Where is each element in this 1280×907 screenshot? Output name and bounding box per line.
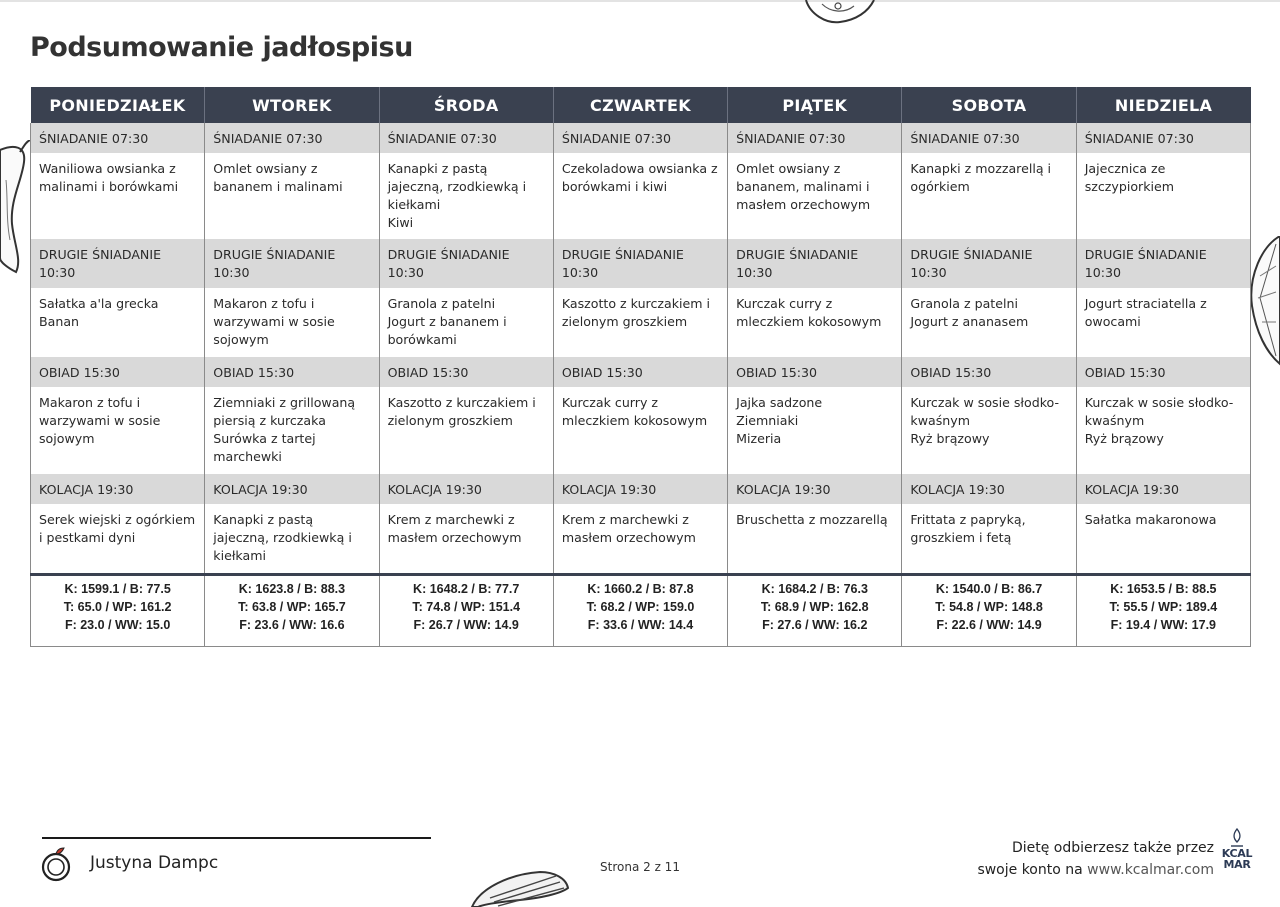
dish-name: Kanapki z pastą jajeczną, rzodkiewką i kiełkami [213, 512, 352, 563]
meal-header-cell [205, 357, 379, 387]
meal-label: KOLACJA 19:30 [910, 482, 1005, 497]
meal-label: ŚNIADANIE 07:30 [387, 131, 497, 146]
promo-line-2 [977, 859, 1214, 881]
meal-cell [728, 153, 902, 239]
nutrition-value: T: 65.0 / WP: 161.2 [63, 600, 172, 614]
dish-name: Frittata z papryką, groszkiem i fetą [910, 512, 1026, 545]
dish-name: Waniliowa owsianka z malinami i borówkami [39, 161, 179, 194]
meal-header-cell [728, 474, 902, 504]
meal-label: KOLACJA 19:30 [561, 482, 657, 497]
nutrition-summary-cell [31, 575, 205, 647]
meal-label: OBIAD 15:30 [561, 365, 643, 380]
meal-header-cell [379, 357, 553, 387]
page-number: Strona 2 z 11 [600, 860, 680, 874]
nutrition-value: T: 55.5 / WP: 189.4 [1109, 600, 1218, 614]
meal-header-cell [553, 123, 727, 153]
meal-cell [553, 504, 727, 575]
meal-label: DRUGIE ŚNIADANIE 10:30 [213, 247, 336, 280]
meal-cell [902, 504, 1076, 575]
meal-row [31, 387, 1251, 474]
nutrition-summary-row [31, 575, 1251, 647]
nutrition-value: K: 1653.5 / B: 88.5 [1110, 582, 1217, 596]
meal-label: OBIAD 15:30 [387, 365, 469, 380]
dish-name: Kiwi [387, 215, 414, 230]
nutrition-value: T: 74.8 / WP: 151.4 [412, 600, 521, 614]
meal-header-cell [1076, 239, 1250, 288]
meal-cell [205, 288, 379, 357]
meal-header-cell [728, 239, 902, 288]
promo-url-link[interactable]: www.kcalmar.com [1087, 862, 1214, 878]
nutrition-summary-cell [379, 575, 553, 647]
meal-label: DRUGIE ŚNIADANIE 10:30 [910, 247, 1033, 280]
meal-header-cell [379, 474, 553, 504]
meal-cell [31, 387, 205, 474]
meal-header-cell [728, 357, 902, 387]
meal-header-cell [31, 239, 205, 288]
kcalmar-logo-icon [1219, 828, 1255, 870]
day-header: PONIEDZIAŁEK [31, 87, 205, 123]
meal-cell [553, 387, 727, 474]
dish-name: Kurczak curry z mleczkiem kokosowym [561, 395, 708, 428]
promo-text [977, 837, 1214, 881]
meal-label: DRUGIE ŚNIADANIE 10:30 [39, 247, 162, 280]
dish-name: Krem z marchewki z masłem orzechowym [561, 512, 696, 545]
meal-label: KOLACJA 19:30 [39, 482, 134, 497]
dish-name: Sałatka makaronowa [1084, 512, 1217, 527]
meal-cell [205, 387, 379, 474]
dish-name: Jajka sadzone [736, 395, 823, 410]
dish-name: Kaszotto z kurczakiem i zielonym groszkiem [387, 395, 536, 428]
meal-label: DRUGIE ŚNIADANIE 10:30 [736, 247, 859, 280]
meal-cell [902, 153, 1076, 239]
meal-label: ŚNIADANIE 07:30 [736, 131, 846, 146]
meal-cell [553, 288, 727, 357]
dish-name: Kurczak curry z mleczkiem kokosowym [736, 296, 882, 329]
meal-label: KOLACJA 19:30 [1084, 482, 1180, 497]
footer-divider [42, 837, 431, 839]
dish-name: Serek wiejski z ogórkiem i pestkami dyni [39, 512, 196, 545]
meal-header-cell [205, 123, 379, 153]
dish-name: Jajecznica ze szczypiorkiem [1084, 161, 1175, 194]
meal-cell [31, 504, 205, 575]
meal-cell [1076, 288, 1250, 357]
meal-cell [728, 387, 902, 474]
meal-header-cell [1076, 474, 1250, 504]
dish-name: Banan [39, 314, 80, 329]
top-rule [0, 0, 1280, 2]
meal-label: ŚNIADANIE 07:30 [910, 131, 1020, 146]
meal-header-cell [553, 357, 727, 387]
menu-table [30, 87, 1251, 647]
dish-name: Kanapki z pastą jajeczną, rzodkiewką i kiełkami [387, 161, 527, 212]
author-name: Justyna Dampc [90, 853, 219, 873]
meal-header-row [31, 239, 1251, 288]
meal-cell [902, 387, 1076, 474]
day-header: WTOREK [205, 87, 379, 123]
meal-cell [1076, 387, 1250, 474]
meal-row [31, 288, 1251, 357]
dish-name: Sałatka a'la grecka [39, 296, 159, 311]
dish-name: Ziemniaki [736, 413, 799, 428]
dish-name: Ziemniaki z grillowaną piersią z kurczaka [213, 395, 356, 428]
meal-cell [205, 153, 379, 239]
day-header: CZWARTEK [553, 87, 727, 123]
nutrition-value: F: 33.6 / WW: 14.4 [587, 618, 694, 632]
dish-name: Granola z patelni [387, 296, 496, 311]
meal-cell [1076, 504, 1250, 575]
meal-label: OBIAD 15:30 [910, 365, 992, 380]
meal-label: DRUGIE ŚNIADANIE 10:30 [387, 247, 510, 280]
day-header: NIEDZIELA [1076, 87, 1250, 123]
nutrition-summary-cell [1076, 575, 1250, 647]
nutrition-value: T: 68.2 / WP: 159.0 [586, 600, 695, 614]
dish-name: Kaszotto z kurczakiem i zielonym groszkiem [561, 296, 711, 329]
nutrition-value: K: 1599.1 / B: 77.5 [64, 582, 171, 596]
meal-cell [1076, 153, 1250, 239]
nutrition-value: T: 54.8 / WP: 148.8 [935, 600, 1043, 614]
vegetable-illustration-icon [800, 0, 880, 26]
meal-row [31, 504, 1251, 575]
dish-name: Jogurt z ananasem [910, 314, 1029, 329]
meal-cell [31, 153, 205, 239]
meal-header-cell [902, 474, 1076, 504]
nutrition-value: T: 63.8 / WP: 165.7 [238, 600, 346, 614]
meal-label: ŚNIADANIE 07:30 [39, 131, 149, 146]
nutrition-value: K: 1540.0 / B: 86.7 [935, 582, 1043, 596]
dish-name: Omlet owsiany z bananem, malinami i masłem orzechowym [736, 161, 871, 212]
meal-cell [728, 504, 902, 575]
nutrition-value: F: 23.0 / WW: 15.0 [64, 618, 171, 632]
meal-cell [379, 504, 553, 575]
meal-cell [205, 504, 379, 575]
meal-header-cell [1076, 357, 1250, 387]
dish-name: Ryż brązowy [910, 431, 990, 446]
meal-cell [379, 387, 553, 474]
meal-cell [728, 288, 902, 357]
dish-name: Makaron z tofu i warzywami w sosie sojowym [39, 395, 161, 446]
nutrition-value: F: 27.6 / WW: 16.2 [762, 618, 868, 632]
meal-label: DRUGIE ŚNIADANIE 10:30 [561, 247, 684, 280]
nutrition-summary-cell [553, 575, 727, 647]
dish-name: Kurczak w sosie słodko-kwaśnym [1084, 395, 1234, 428]
meal-header-cell [31, 474, 205, 504]
meal-label: KOLACJA 19:30 [213, 482, 308, 497]
nutrition-summary-cell [902, 575, 1076, 647]
nutrition-value: T: 68.9 / WP: 162.8 [760, 600, 869, 614]
dish-name: Surówka z tartej marchewki [213, 431, 316, 464]
meal-header-cell [902, 123, 1076, 153]
dish-name: Jogurt z bananem i borówkami [387, 314, 507, 347]
dish-name: Omlet owsiany z bananem i malinami [213, 161, 343, 194]
dish-name: Granola z patelni [910, 296, 1018, 311]
fork-illustration-icon [470, 868, 570, 907]
dish-name: Krem z marchewki z masłem orzechowym [387, 512, 522, 545]
day-header: PIĄTEK [728, 87, 902, 123]
meal-header-cell [902, 239, 1076, 288]
dish-name: Bruschetta z mozzarellą [736, 512, 888, 527]
apple-logo-icon [40, 847, 72, 887]
meal-header-cell [1076, 123, 1250, 153]
meal-label: OBIAD 15:30 [736, 365, 818, 380]
day-header-row [31, 87, 1251, 123]
meal-header-row [31, 474, 1251, 504]
meal-header-cell [379, 239, 553, 288]
meal-header-cell [31, 123, 205, 153]
nutrition-value: K: 1684.2 / B: 76.3 [761, 582, 868, 596]
dish-name: Makaron z tofu i warzywami w sosie sojowym [213, 296, 335, 347]
nutrition-value: F: 26.7 / WW: 14.9 [413, 618, 519, 632]
meal-label: ŚNIADANIE 07:30 [561, 131, 672, 146]
meal-header-cell [902, 357, 1076, 387]
pepper-illustration-icon [0, 140, 32, 275]
nutrition-value: F: 22.6 / WW: 14.9 [936, 618, 1042, 632]
page-title: Podsumowanie jadłospisu [30, 32, 413, 63]
meal-label: DRUGIE ŚNIADANIE 10:30 [1084, 247, 1207, 280]
nutrition-value: F: 19.4 / WW: 17.9 [1110, 618, 1217, 632]
day-header: SOBOTA [902, 87, 1076, 123]
meal-header-cell [728, 123, 902, 153]
meal-cell [31, 288, 205, 357]
dish-name: Kanapki z mozzarellą i ogórkiem [910, 161, 1052, 194]
dish-name: Ryż brązowy [1084, 431, 1164, 446]
nutrition-value: K: 1660.2 / B: 87.8 [587, 582, 694, 596]
nutrition-summary-cell [728, 575, 902, 647]
meal-header-row [31, 123, 1251, 153]
dish-name: Czekoladowa owsianka z borówkami i kiwi [561, 161, 718, 194]
meal-label: ŚNIADANIE 07:30 [1084, 131, 1194, 146]
nutrition-summary-cell [205, 575, 379, 647]
leaf-illustration-icon [1246, 236, 1280, 366]
meal-label: KOLACJA 19:30 [387, 482, 482, 497]
meal-header-cell [205, 239, 379, 288]
day-header: ŚRODA [379, 87, 553, 123]
meal-cell [379, 153, 553, 239]
meal-label: OBIAD 15:30 [39, 365, 120, 380]
dish-name: Mizeria [736, 431, 782, 446]
dish-name: Kurczak w sosie słodko-kwaśnym [910, 395, 1060, 428]
meal-cell [379, 288, 553, 357]
promo-line-2-prefix: swoje konto na [977, 862, 1083, 878]
dish-name: Jogurt straciatella z owocami [1084, 296, 1207, 329]
meal-cell [902, 288, 1076, 357]
meal-row [31, 153, 1251, 239]
meal-header-cell [31, 357, 205, 387]
nutrition-value: K: 1623.8 / B: 88.3 [238, 582, 346, 596]
meal-header-cell [553, 239, 727, 288]
nutrition-value: K: 1648.2 / B: 77.7 [413, 582, 520, 596]
nutrition-value: F: 23.6 / WW: 16.6 [239, 618, 345, 632]
meal-cell [553, 153, 727, 239]
meal-label: OBIAD 15:30 [1084, 365, 1166, 380]
meal-label: ŚNIADANIE 07:30 [213, 131, 323, 146]
meal-label: OBIAD 15:30 [213, 365, 295, 380]
brand-logo-text: KCAL MAR [1221, 847, 1253, 871]
meal-header-cell [205, 474, 379, 504]
promo-line-1: Dietę odbierzesz także przez [1011, 840, 1214, 856]
meal-header-row [31, 357, 1251, 387]
meal-header-cell [553, 474, 727, 504]
meal-header-cell [379, 123, 553, 153]
meal-label: KOLACJA 19:30 [736, 482, 831, 497]
